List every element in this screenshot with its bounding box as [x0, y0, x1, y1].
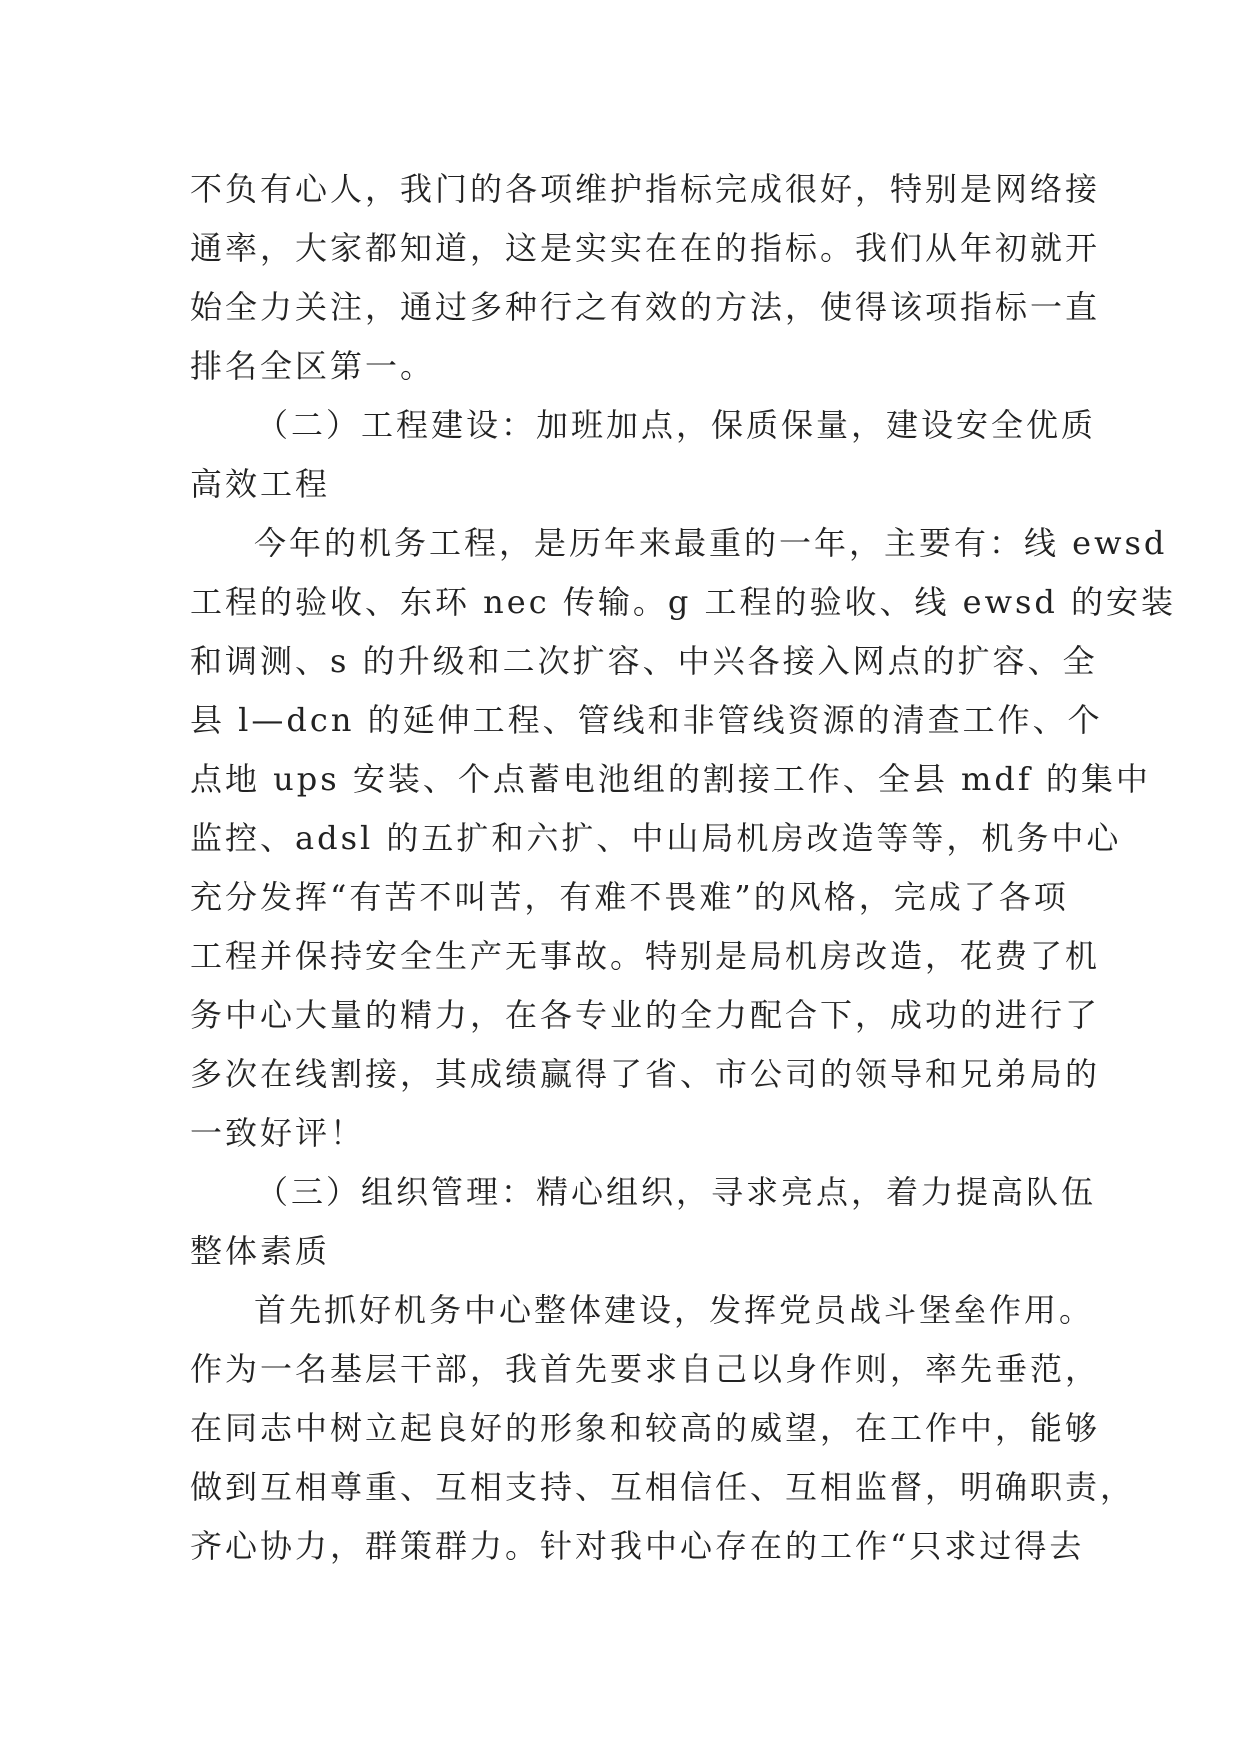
text-line: 务中心大量的精力，在各专业的全力配合下，成功的进行了 [190, 996, 1101, 1034]
text-line: 点地 ups 安装、个点蓄电池组的割接工作、全县 mdf 的集中 [190, 760, 1151, 798]
text-line: 今年的机务工程，是历年来最重的一年，主要有：线 ewsd [254, 524, 1168, 562]
text-line: 监控、adsl 的五扩和六扩、中山局机房改造等等，机务中心 [190, 819, 1122, 857]
paragraph-team-building [190, 1281, 1136, 1576]
text-line: 多次在线割接，其成绩赢得了省、市公司的领导和兄弟局的 [190, 1055, 1101, 1093]
heading-line: （三）组织管理：精心组织，寻求亮点，着力提高队伍 [256, 1173, 1097, 1211]
text-line: 一致好评！ [190, 1114, 366, 1152]
text-line: 作为一名基层干部，我首先要求自己以身作则，率先垂范， [190, 1350, 1101, 1388]
section-heading-engineering [190, 396, 1097, 514]
text-line: 排名全区第一。 [190, 347, 436, 385]
document-body [190, 160, 1177, 1576]
text-line: 工程并保持安全生产无事故。特别是局机房改造，花费了机 [190, 937, 1101, 975]
paragraph-maintenance-indicators [190, 160, 1101, 396]
heading-line: 高效工程 [190, 465, 331, 503]
paragraph-engineering-projects [190, 514, 1177, 1163]
text-line: 做到互相尊重、互相支持、互相信任、互相监督，明确职责， [190, 1468, 1136, 1506]
heading-line: （二）工程建设：加班加点，保质保量，建设安全优质 [256, 406, 1097, 444]
text-line: 充分发挥“有苦不叫苦，有难不畏难”的风格，完成了各项 [190, 878, 1069, 916]
text-line: 不负有心人，我门的各项维护指标完成很好，特别是网络接 [190, 170, 1101, 208]
text-line: 通率，大家都知道，这是实实在在的指标。我们从年初就开 [190, 229, 1101, 267]
text-line: 和调测、s 的升级和二次扩容、中兴各接入网点的扩容、全 [190, 642, 1098, 680]
text-line: 在同志中树立起良好的形象和较高的威望，在工作中，能够 [190, 1409, 1101, 1447]
text-line: 工程的验收、东环 nec 传输。g 工程的验收、线 ewsd 的安装 [190, 583, 1177, 621]
heading-line: 整体素质 [190, 1232, 331, 1270]
text-line: 首先抓好机务中心整体建设，发挥党员战斗堡垒作用。 [254, 1291, 1095, 1329]
text-line: 齐心协力，群策群力。针对我中心存在的工作“只求过得去 [190, 1527, 1085, 1565]
text-line: 县 l—dcn 的延伸工程、管线和非管线资源的清查工作、个 [190, 701, 1103, 739]
section-heading-organization [190, 1163, 1097, 1281]
text-line: 始全力关注，通过多种行之有效的方法，使得该项指标一直 [190, 288, 1101, 326]
